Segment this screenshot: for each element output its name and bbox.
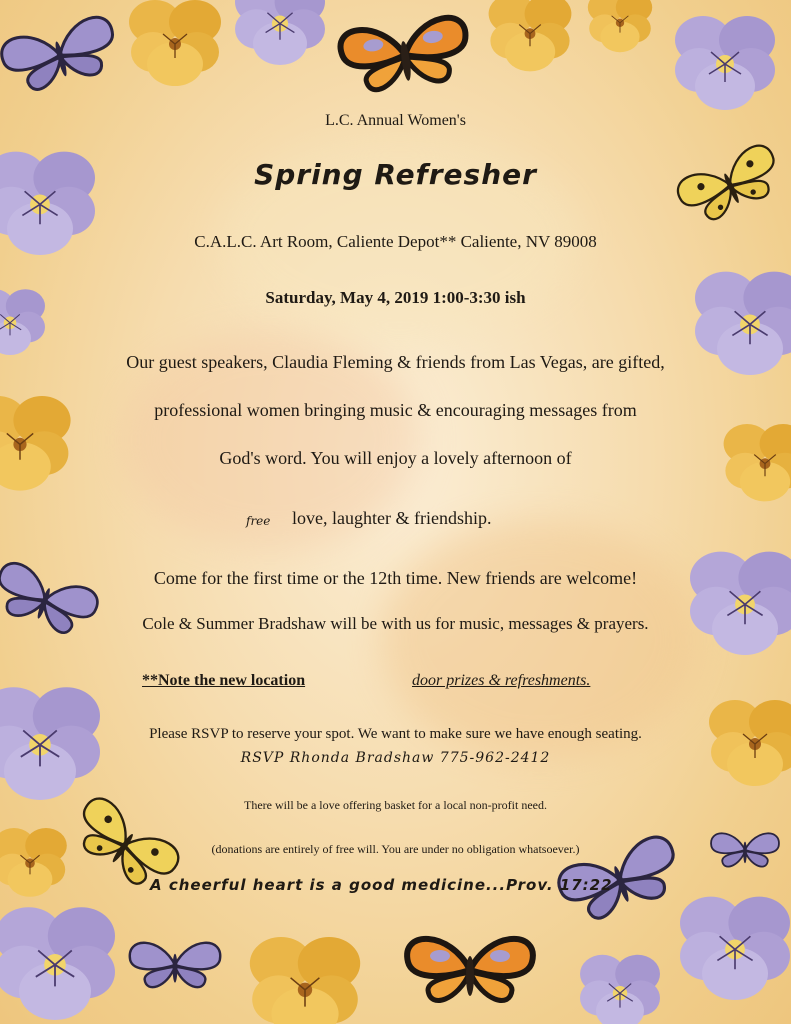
- free-line: love, laughter & friendship.: [292, 508, 492, 528]
- offering-line: There will be a love offering basket for a local non-profit need.: [244, 798, 547, 812]
- description-line-2: professional women bringing music & encouraging messages from: [154, 400, 637, 420]
- event-datetime: Saturday, May 4, 2019 1:00-3:30 ish: [265, 288, 526, 307]
- event-title: Spring Refresher: [254, 158, 537, 191]
- rsvp-contact: RSVP Rhonda Bradshaw 775-962-2412: [240, 750, 551, 766]
- new-location-note: **Note the new location: [142, 672, 306, 689]
- event-series-heading: L.C. Annual Women's: [325, 112, 466, 129]
- free-label: free: [246, 514, 271, 528]
- bradshaw-line: Cole & Summer Bradshaw will be with us for music, messages & prayers.: [142, 614, 649, 633]
- event-location: C.A.L.C. Art Room, Caliente Depot** Caliente, NV 89008: [194, 232, 597, 251]
- description-line-3: God's word. You will enjoy a lovely afternoon of: [219, 448, 572, 468]
- donations-line: (donations are entirely of free will. You are under no obligation whatsoever.): [211, 842, 580, 856]
- come-line: Come for the first time or the 12th time. New friends are welcome!: [153, 568, 638, 588]
- bible-verse: A cheerful heart is a good medicine...Prov. 17:22: [150, 876, 613, 894]
- door-prizes-note: door prizes & refreshments.: [412, 672, 591, 689]
- rsvp-line: Please RSVP to reserve your spot. We want to make sure we have enough seating.: [149, 726, 642, 742]
- description-line-1: Our guest speakers, Claudia Fleming & friends from Las Vegas, are gifted,: [126, 352, 665, 372]
